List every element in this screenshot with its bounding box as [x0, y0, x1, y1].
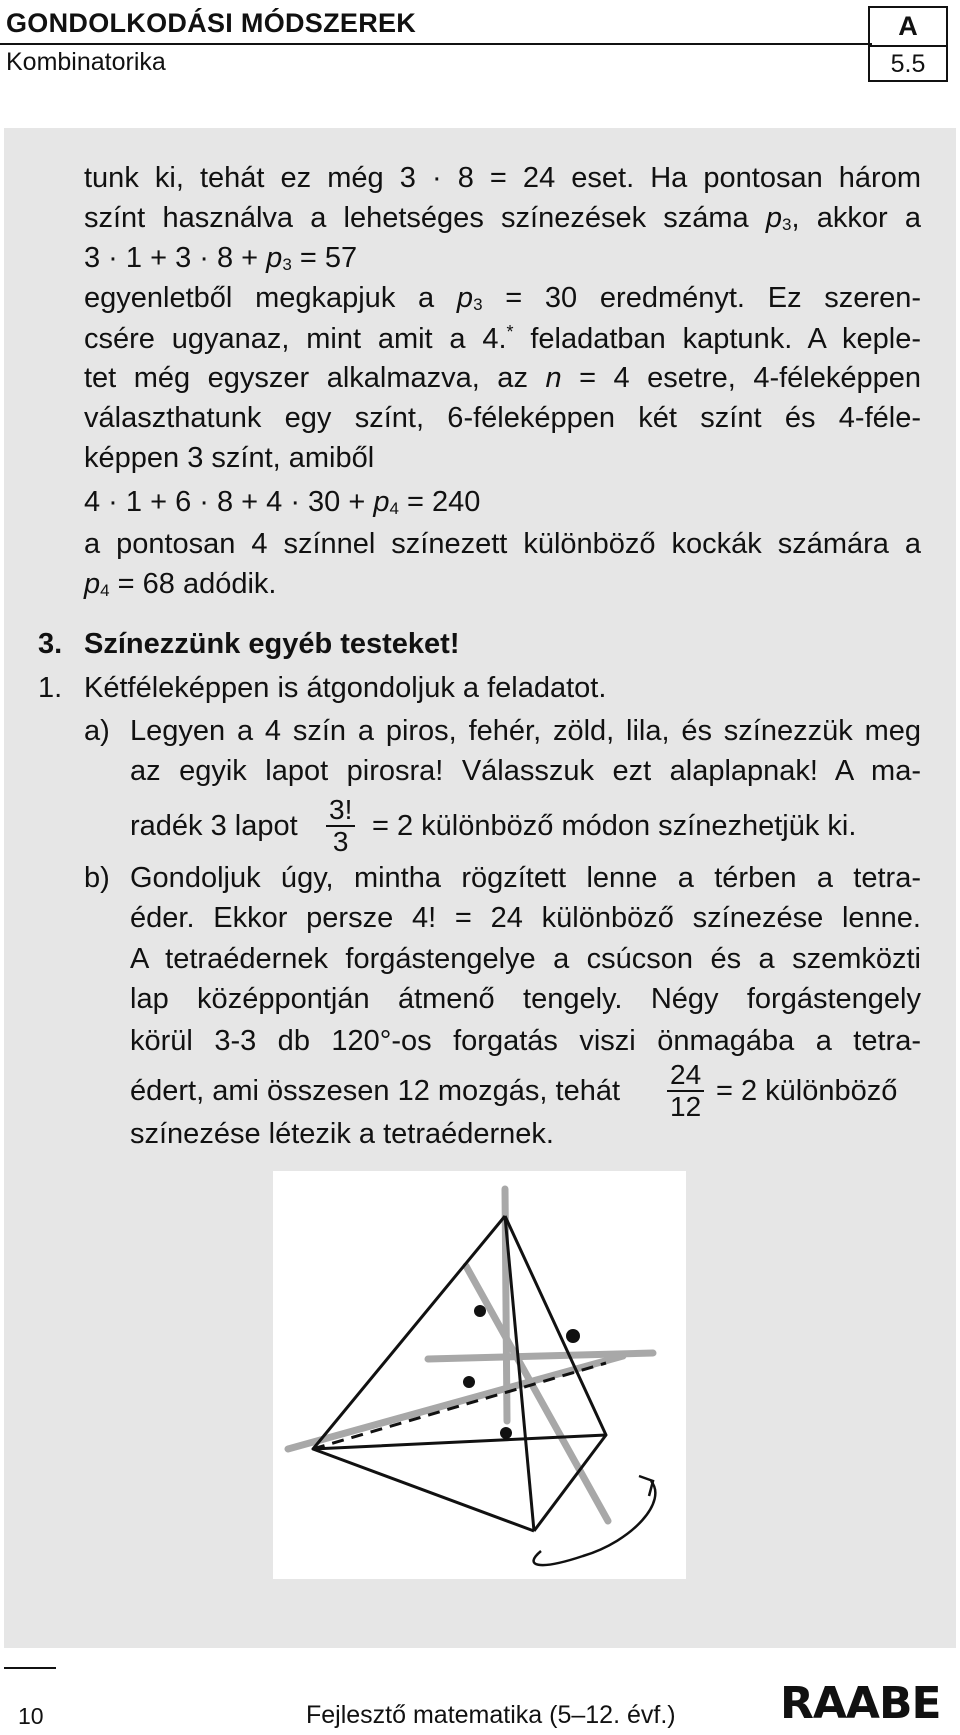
text-line: A tetraédernek forgástengelye a csúcson és a szemközti — [130, 943, 921, 975]
section-badge-number: 5.5 — [890, 50, 926, 78]
face-center-dot — [463, 1376, 475, 1388]
tetrahedron-diagram — [273, 1171, 686, 1579]
item-text: Kétféleképpen is átgondoljuk a feladatot. — [84, 672, 607, 704]
book-title: Fejlesztő matematika (5–12. évf.) — [306, 1701, 676, 1729]
rotation-arrowhead — [639, 1476, 653, 1496]
item-number: 1. — [38, 672, 63, 704]
text-line: tet még egyszer alkalmazva, az n = 4 esetre, 4-féleképpen — [84, 362, 921, 394]
text-line: körül 3-3 db 120°-os forgatás viszi önmagába a tetra- — [130, 1025, 921, 1057]
edge-base-left — [313, 1449, 534, 1531]
text-line: csére ugyanaz, mint amit a 4.* feladatban kaptunk. A keple- — [84, 322, 921, 355]
section-badge-letter: A — [870, 8, 946, 47]
fraction-numerator: 24 — [667, 1060, 704, 1092]
rotation-arrow — [534, 1476, 656, 1565]
text-line: a pontosan 4 színnel színezett különböző kockák számára a — [84, 528, 921, 560]
section-title: GONDOLKODÁSI MÓDSZEREK — [6, 8, 417, 38]
equation-line: 3 · 1 + 3 · 8 + p3 = 57 — [84, 242, 358, 274]
text-line: Gondoljuk úgy, mintha rögzített lenne a térben a tetra- — [130, 862, 921, 894]
face-center-dot — [500, 1427, 512, 1439]
page-number: 10 — [18, 1703, 44, 1729]
face-center-dot — [474, 1305, 486, 1317]
face-center-dot — [566, 1329, 580, 1343]
equation-line: 4 · 1 + 6 · 8 + 4 · 30 + p4 = 240 — [84, 486, 481, 518]
text-line: p4 = 68 adódik. — [84, 568, 277, 600]
text-line: = 2 különböző módon színezhetjük ki. — [372, 810, 857, 842]
text-line: színt használva a lehetséges színezések száma p3, akkor a — [84, 202, 922, 234]
text-line: egyenletből megkapjuk a p3 = 30 eredményt. Ez szeren- — [84, 282, 921, 314]
text-line: radék 3 lapot — [130, 810, 298, 842]
fraction-denominator: 3 — [332, 826, 349, 857]
chapter-subtitle: Kombinatorika — [6, 48, 166, 76]
text-line: színezése létezik a tetraédernek. — [130, 1118, 554, 1150]
text-line: Legyen a 4 szín a piros, fehér, zöld, lila, és színezzük meg — [130, 715, 921, 747]
fraction — [326, 795, 355, 857]
text-line: éder. Ekkor persze 4! = 24 különböző színezése lenne. — [130, 902, 921, 934]
tetrahedron-outline — [313, 1216, 606, 1449]
footer-divider — [4, 1667, 56, 1669]
publisher-logo: RAABE — [780, 1678, 941, 1729]
subitem-label: b) — [84, 862, 110, 894]
axis-left — [288, 1356, 623, 1449]
fraction — [667, 1060, 704, 1122]
section-badge — [868, 6, 948, 82]
section-heading: Színezzünk egyéb testeket! — [84, 628, 460, 660]
fraction-numerator: 3! — [326, 795, 355, 827]
fraction-denominator: 12 — [670, 1091, 702, 1122]
text-line: tunk ki, tehát ez még 3 · 8 = 24 eset. Ha pontosan három — [84, 162, 921, 194]
text-line: édert, ami összesen 12 mozgás, tehát — [130, 1075, 621, 1107]
text-line: az egyik lapot pirosra! Válasszuk ezt alaplapnak! A ma- — [130, 755, 921, 787]
header-divider — [0, 43, 872, 45]
subitem-label: a) — [84, 715, 110, 747]
section-number: 3. — [38, 628, 63, 660]
rotation-axes — [288, 1189, 653, 1521]
text-line: lap középpontján átmenő tengely. Négy forgástengely — [130, 983, 921, 1015]
text-line: képpen 3 színt, amiből — [84, 442, 375, 474]
tetrahedron-figure — [273, 1171, 686, 1579]
text-line: választhatunk egy színt, 6-féleképpen két színt és 4-féle- — [84, 402, 921, 434]
text-line: = 2 különböző — [716, 1075, 898, 1107]
